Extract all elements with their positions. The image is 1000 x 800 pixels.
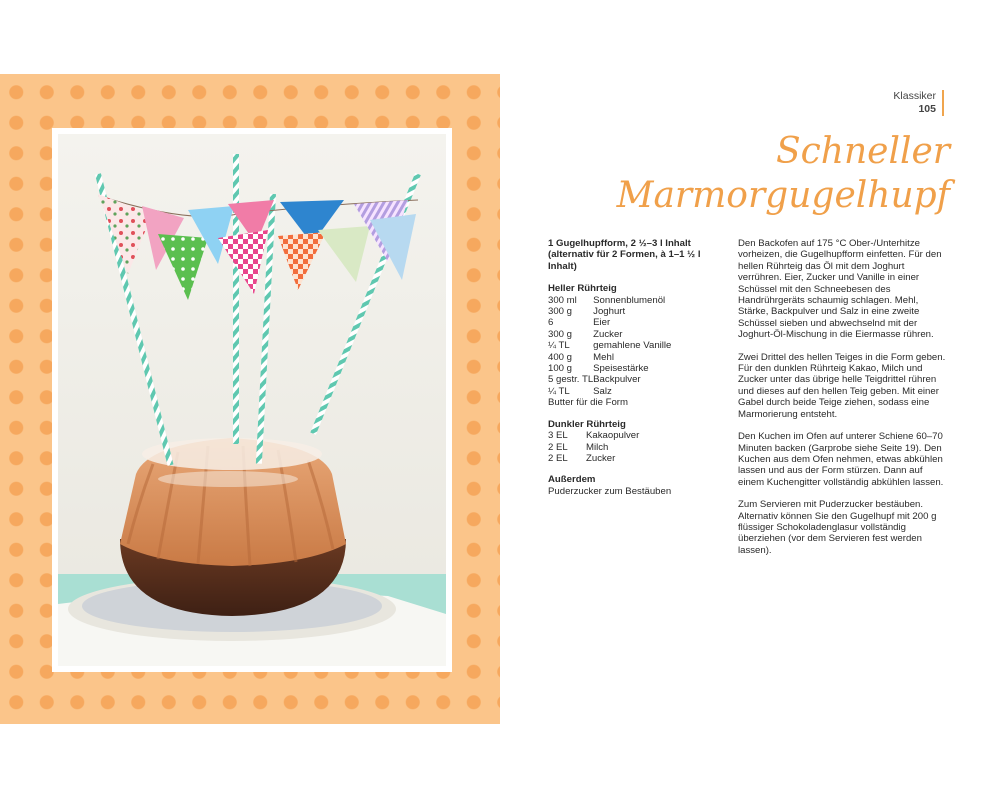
- ingredient: Zucker: [593, 328, 623, 340]
- ingredient-row: [548, 430, 639, 441]
- title-line-2: Marmorgugelhupf: [616, 175, 950, 216]
- ingredient-table: [548, 295, 671, 409]
- group-heading: Heller Rührteig: [548, 283, 617, 295]
- ingredient: Backpulver: [593, 374, 641, 386]
- group-heading: Außerdem: [548, 474, 596, 486]
- ingredient: Speisestärke: [593, 363, 649, 375]
- ingredient: gemahlene Vanille: [593, 340, 672, 352]
- page-header: [893, 90, 944, 116]
- ingredient-row: [548, 340, 671, 351]
- quantity: 100 g: [548, 363, 573, 375]
- title-line-1: Schneller: [775, 131, 950, 172]
- quantity: ¼ TL: [548, 340, 570, 352]
- ingredient-row: [548, 363, 671, 374]
- ingredient: Milch: [586, 441, 609, 453]
- quantity: 400 g: [548, 351, 573, 363]
- ingredient: Joghurt: [593, 306, 626, 318]
- quantity: 6: [548, 317, 554, 329]
- ingredients-column: [548, 238, 728, 507]
- ingredient-group: [548, 283, 728, 408]
- quantity: 300 g: [548, 306, 573, 318]
- quantity: 2 EL: [548, 452, 568, 464]
- ingredient-row: [548, 352, 671, 363]
- ingredient-note: Butter für die Form: [548, 397, 628, 409]
- step-paragraph: Den Backofen auf 175 °C Ober-/Unterhitze vorheizen, die Gugelhupfform einfetten. Für den hellen Rührteig das Öl mit dem Joghurt verrühren. Eier, Zucker und Vanille in einer Schüssel mit den Schneebesen des Handrührgeräts schaumig schlagen. Mehl, Stärke, Backpulver und Salz in eine zweite Schüssel sieben und abwechselnd mit der Joghurt-Öl-Mischung in die Eiermasse rühren.: [738, 238, 942, 341]
- ingredient: Mehl: [593, 351, 614, 363]
- ingredient-row: [548, 306, 671, 317]
- ingredient-row: [548, 442, 639, 453]
- ingredient-row: [548, 295, 671, 306]
- ingredient-row: [548, 453, 639, 464]
- quantity: 5 gestr. TL: [548, 374, 594, 386]
- ingredients-intro: [548, 238, 728, 272]
- photo-page: [0, 74, 500, 724]
- ingredient-row: [548, 374, 671, 385]
- ingredient: Salz: [593, 385, 612, 397]
- step-paragraph: Zwei Drittel des hellen Teiges in die Form geben. Für den dunklen Rührteig Kakao, Milch und Zucker unter das übrige helle Teigdrittel rühren und dieses auf den hellen Teig geben. Mit einer Gabel durch beide Teige ziehen, sodass eine Marmorierung entsteht.: [738, 351, 946, 420]
- quantity: 2 EL: [548, 441, 568, 453]
- quantity: 300 g: [548, 328, 573, 340]
- ingredient: Sonnenblumenöl: [593, 294, 666, 306]
- intro-line-1: 1 Gugelhupfform, 2 ½–3 l Inhalt: [548, 238, 691, 249]
- photo-frame: [52, 128, 452, 672]
- ingredient-table: [548, 430, 639, 464]
- ingredient: Kakaopulver: [586, 430, 640, 442]
- ingredient-row: [548, 317, 671, 328]
- group-heading: Dunkler Rührteig: [548, 418, 626, 430]
- recipe-title: [617, 130, 950, 218]
- step-paragraph: Zum Servieren mit Puderzucker bestäuben. Alternativ können Sie den Gugelhupf mit 200 g flüssiger Schokoladenglasur vollständig überziehen (vor dem Servieren fest werden lassen).: [738, 499, 937, 556]
- ingredient-row: [548, 386, 671, 397]
- ingredient-group: [548, 419, 728, 465]
- ingredient-note: Puderzucker zum Bestäuben: [548, 485, 672, 497]
- page-number: 105: [918, 103, 936, 115]
- quantity: ¼ TL: [548, 385, 570, 397]
- quantity: 300 ml: [548, 294, 577, 306]
- ingredient: Eier: [593, 317, 611, 329]
- ingredient-group: [548, 474, 728, 497]
- section-label: Klassiker: [893, 90, 936, 102]
- step-paragraph: Den Kuchen im Ofen auf unterer Schiene 60–70 Minuten backen (Garprobe siehe Seite 19). Den Kuchen aus dem Ofen nehmen, etwas abkühlen lassen und aus der Form stürzen. Dann auf einem Kuchengitter vollständig abkühlen lassen.: [738, 431, 944, 488]
- ingredient-row: [548, 397, 671, 408]
- instructions-column: [738, 238, 950, 567]
- cake-photo: [58, 134, 446, 666]
- quantity: 3 EL: [548, 430, 568, 442]
- ingredient-row: [548, 329, 671, 340]
- intro-line-2: (alternativ für 2 Formen, à 1–1 ½ l Inhalt): [548, 249, 701, 272]
- ingredient: Zucker: [586, 452, 616, 464]
